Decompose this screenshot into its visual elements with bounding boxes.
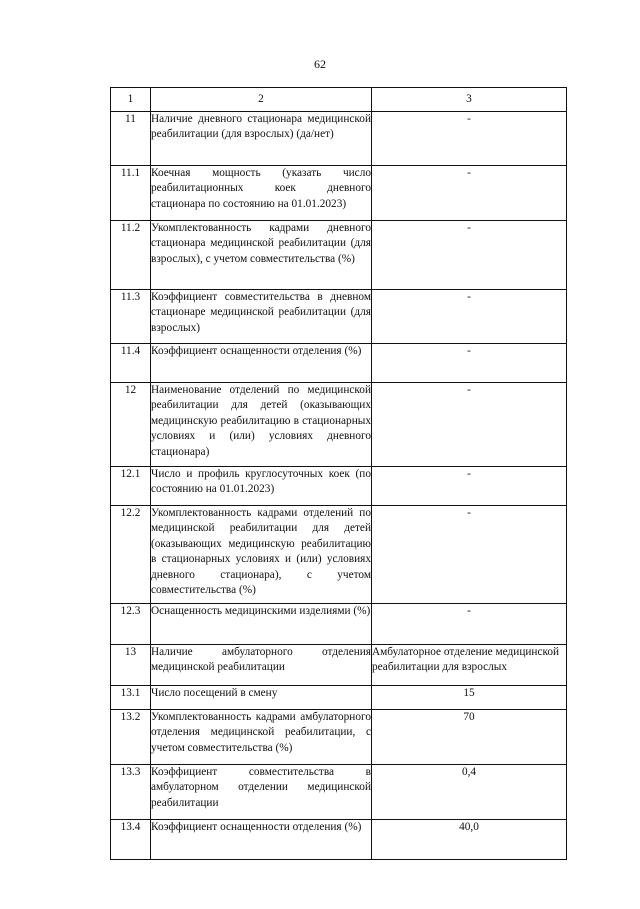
table-row [111, 604, 567, 645]
row-value: - [372, 383, 567, 467]
table-header-row [111, 88, 567, 112]
row-number: 12.2 [111, 506, 151, 604]
table-row [111, 166, 567, 221]
row-value: Амбулаторное отделение медицинской реабилитации для взрослых [372, 645, 567, 686]
row-description: Наименование отделений по медицинской реабилитации для детей (оказывающих медицинскую реабилитацию в стационарных условиях и (или) условиях дневного стационара) [151, 383, 372, 467]
table-row [111, 383, 567, 467]
table-row [111, 221, 567, 290]
column-header: 1 [111, 88, 151, 112]
table-row [111, 686, 567, 710]
row-number: 11.4 [111, 344, 151, 383]
row-description: Число посещений в смену [151, 686, 372, 710]
row-number: 11.2 [111, 221, 151, 290]
row-number: 13.4 [111, 820, 151, 860]
row-value: - [372, 112, 567, 166]
row-number: 11.1 [111, 166, 151, 221]
row-description: Наличие амбулаторного отделения медицинской реабилитации [151, 645, 372, 686]
row-number: 13 [111, 645, 151, 686]
row-description: Укомплектованность кадрами дневного стационара медицинской реабилитации (для взрослых), с учетом совместительства (%) [151, 221, 372, 290]
row-description: Число и профиль круглосуточных коек (по состоянию на 01.01.2023) [151, 467, 372, 506]
row-number: 11 [111, 112, 151, 166]
row-description: Коэффициент оснащенности отделения (%) [151, 344, 372, 383]
page-number: 62 [314, 57, 326, 71]
data-table [110, 87, 567, 860]
row-value: - [372, 344, 567, 383]
table-row [111, 344, 567, 383]
column-header: 2 [151, 88, 372, 112]
column-header: 3 [372, 88, 567, 112]
row-description: Коэффициент совместительства в дневном стационаре медицинской реабилитации (для взрослых) [151, 290, 372, 344]
row-value: - [372, 221, 567, 290]
row-number: 12.3 [111, 604, 151, 645]
row-number: 12 [111, 383, 151, 467]
table-row [111, 467, 567, 506]
row-value: - [372, 290, 567, 344]
row-value: - [372, 467, 567, 506]
row-description: Наличие дневного стационара медицинской реабилитации (для взрослых) (да/нет) [151, 112, 372, 166]
row-description: Коечная мощность (указать число реабилитационных коек дневного стационара по состоянию на 01.01.2023) [151, 166, 372, 221]
row-value: 40,0 [372, 820, 567, 860]
table-row [111, 290, 567, 344]
table-row [111, 506, 567, 604]
table-row [111, 710, 567, 765]
table-row [111, 820, 567, 860]
row-number: 11.3 [111, 290, 151, 344]
row-description: Укомплектованность кадрами амбулаторного отделения медицинской реабилитации, с учетом совместительства (%) [151, 710, 372, 765]
row-value: - [372, 166, 567, 221]
table-row [111, 645, 567, 686]
table-row [111, 765, 567, 820]
row-value: - [372, 506, 567, 604]
row-value: 70 [372, 710, 567, 765]
row-number: 12.1 [111, 467, 151, 506]
row-value: 15 [372, 686, 567, 710]
row-number: 13.1 [111, 686, 151, 710]
row-number: 13.3 [111, 765, 151, 820]
row-description: Коэффициент оснащенности отделения (%) [151, 820, 372, 860]
row-description: Оснащенность медицинскими изделиями (%) [151, 604, 372, 645]
row-description: Укомплектованность кадрами отделений по медицинской реабилитации для детей (оказывающих медицинскую реабилитацию в стационарных условиях и (или) условиях дневного стационара), с учетом совместительства (%) [151, 506, 372, 604]
row-description: Коэффициент совместительства в амбулаторном отделении медицинской реабилитации [151, 765, 372, 820]
row-number: 13.2 [111, 710, 151, 765]
row-value: - [372, 604, 567, 645]
row-value: 0,4 [372, 765, 567, 820]
table-row [111, 112, 567, 166]
